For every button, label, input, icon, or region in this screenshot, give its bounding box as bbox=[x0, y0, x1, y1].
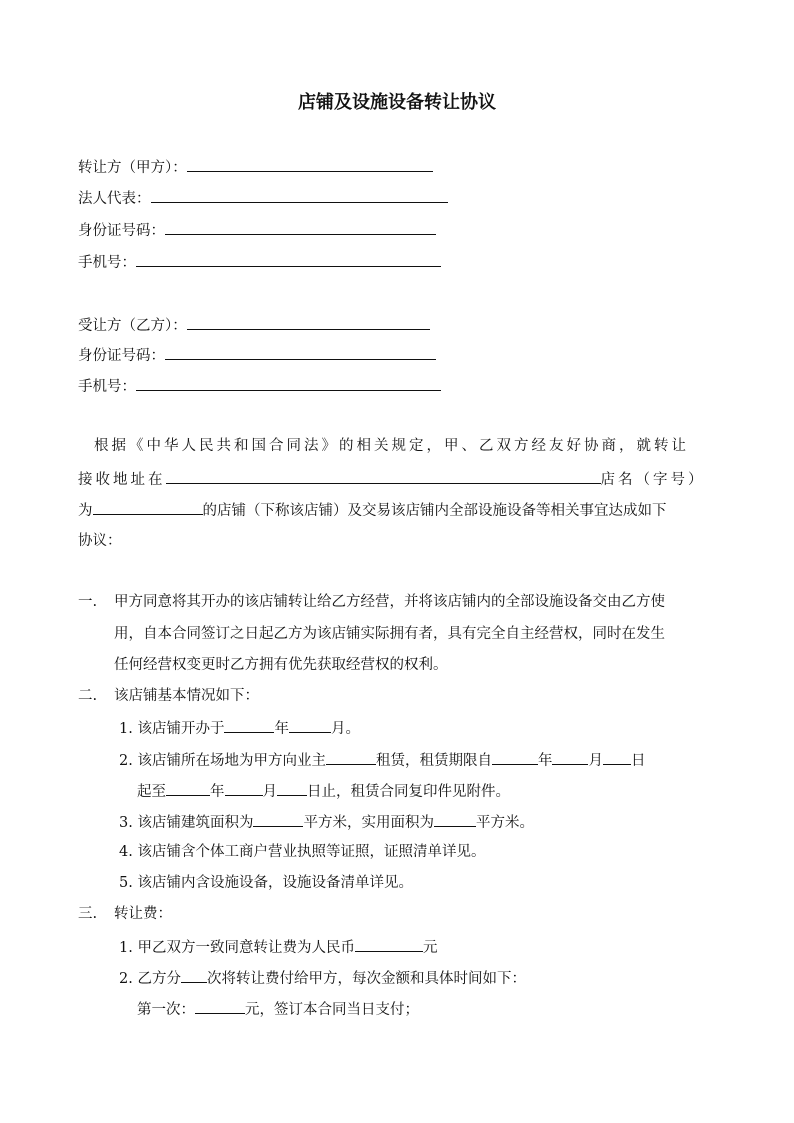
blank[interactable] bbox=[434, 811, 476, 827]
text: 为 bbox=[78, 503, 93, 519]
num: 3. bbox=[119, 815, 133, 831]
text: 该店铺建筑面积为 bbox=[137, 815, 254, 831]
item-3-2 bbox=[119, 967, 526, 988]
blank[interactable] bbox=[136, 251, 441, 267]
blank[interactable] bbox=[151, 187, 448, 203]
party-b-id-field bbox=[78, 344, 436, 365]
label: 身份证号码： bbox=[78, 223, 165, 239]
section-1-line: 用，自本合同签订之日起乙方为该店铺实际拥有者，具有完全自主经营权，同时在发生 bbox=[114, 626, 665, 642]
preamble-line: 根据《中华人民共和国合同法》的相关规定，甲、乙双方经友好协商，就转让 bbox=[94, 438, 689, 454]
text: 起至 bbox=[137, 784, 166, 800]
label: 身份证号码： bbox=[78, 348, 165, 364]
label: 手机号： bbox=[78, 379, 136, 395]
blank[interactable] bbox=[195, 998, 245, 1014]
text: 元，签订本合同当日支付； bbox=[245, 1002, 419, 1018]
section-1-num: 一. bbox=[78, 594, 98, 610]
item-2-2 bbox=[119, 749, 645, 770]
preamble-line: 协议： bbox=[78, 533, 122, 549]
text: 月。 bbox=[330, 721, 360, 737]
party-b-name-field bbox=[78, 314, 430, 335]
preamble-line bbox=[78, 499, 667, 520]
text: 的店铺（下称该店铺）及交易该店铺内全部设施设备等相关事宜达成如下 bbox=[202, 503, 667, 519]
item-2-2-cont bbox=[137, 780, 510, 801]
item-2-4 bbox=[119, 843, 485, 861]
blank[interactable] bbox=[552, 749, 588, 765]
section-2-num: 二. bbox=[78, 688, 98, 704]
text: 该店铺含个体工商户营业执照等证照，证照清单详见。 bbox=[137, 844, 486, 860]
text: 店名（字号） bbox=[600, 472, 706, 488]
text: 月 bbox=[588, 753, 603, 769]
blank[interactable] bbox=[253, 811, 303, 827]
blank[interactable] bbox=[187, 314, 430, 330]
blank[interactable] bbox=[289, 717, 331, 733]
blank[interactable] bbox=[136, 375, 441, 391]
blank[interactable] bbox=[225, 780, 263, 796]
num: 2. bbox=[119, 971, 133, 987]
text: 乙方分 bbox=[137, 971, 181, 987]
blank[interactable] bbox=[326, 749, 376, 765]
text: 平方米，实用面积为 bbox=[303, 815, 434, 831]
party-b-phone-field bbox=[78, 375, 441, 396]
section-3-num: 三. bbox=[78, 906, 98, 922]
first-payment bbox=[137, 998, 419, 1019]
text: 年 bbox=[274, 721, 289, 737]
item-2-1 bbox=[119, 717, 360, 738]
num: 1. bbox=[119, 721, 133, 737]
text: 元 bbox=[422, 940, 438, 956]
blank[interactable] bbox=[603, 749, 631, 765]
text: 该店铺开办于 bbox=[137, 721, 225, 737]
document-title: 店铺及设施设备转让协议 bbox=[298, 92, 496, 113]
item-3-1 bbox=[119, 936, 437, 957]
blank[interactable] bbox=[187, 156, 433, 172]
num: 2. bbox=[119, 753, 133, 769]
text: 年 bbox=[537, 753, 553, 769]
section-3-heading: 转让费： bbox=[114, 906, 172, 922]
item-2-3 bbox=[119, 811, 534, 832]
shop-name-blank[interactable] bbox=[93, 499, 203, 515]
text: 月 bbox=[262, 784, 277, 800]
blank[interactable] bbox=[165, 219, 436, 235]
text: 租赁，租赁期限自 bbox=[375, 753, 492, 769]
label: 转让方（甲方）： bbox=[78, 160, 187, 176]
blank[interactable] bbox=[224, 717, 274, 733]
preamble-line bbox=[78, 468, 706, 489]
num: 1. bbox=[119, 940, 133, 956]
text: 甲乙双方一致同意转让费为人民币 bbox=[137, 940, 355, 956]
blank[interactable] bbox=[277, 780, 307, 796]
label: 受让方（乙方）： bbox=[78, 318, 187, 334]
section-1-line: 甲方同意将其开办的该店铺转让给乙方经营，并将该店铺内的全部设施设备交由乙方使 bbox=[114, 594, 665, 610]
text: 日 bbox=[630, 753, 646, 769]
blank[interactable] bbox=[355, 936, 423, 952]
blank[interactable] bbox=[181, 967, 207, 983]
text: 该店铺所在场地为甲方向业主 bbox=[137, 753, 326, 769]
num: 5. bbox=[119, 875, 133, 891]
blank[interactable] bbox=[166, 780, 210, 796]
label: 手机号： bbox=[78, 255, 136, 271]
text: 次将转让费付给甲方，每次金额和具体时间如下： bbox=[206, 971, 526, 987]
num: 4. bbox=[119, 844, 133, 860]
party-a-phone-field bbox=[78, 251, 441, 272]
text: 该店铺内含设施设备，设施设备清单详见。 bbox=[137, 875, 413, 891]
section-1-line: 任何经营权变更时乙方拥有优先获取经营权的权利。 bbox=[114, 657, 448, 673]
text: 日止，租赁合同复印件见附件。 bbox=[307, 784, 510, 800]
party-a-rep-field bbox=[78, 187, 448, 208]
text: 平方米。 bbox=[475, 815, 534, 831]
item-2-5 bbox=[119, 874, 413, 892]
party-a-name-field bbox=[78, 156, 433, 177]
label: 法人代表： bbox=[78, 191, 151, 207]
section-2-heading: 该店铺基本情况如下： bbox=[114, 688, 259, 704]
text: 接收地址在 bbox=[78, 472, 166, 488]
blank[interactable] bbox=[492, 749, 538, 765]
address-blank[interactable] bbox=[166, 468, 601, 484]
text: 第一次： bbox=[137, 1002, 195, 1018]
party-a-id-field bbox=[78, 219, 436, 240]
text: 年 bbox=[210, 784, 225, 800]
blank[interactable] bbox=[165, 344, 436, 360]
